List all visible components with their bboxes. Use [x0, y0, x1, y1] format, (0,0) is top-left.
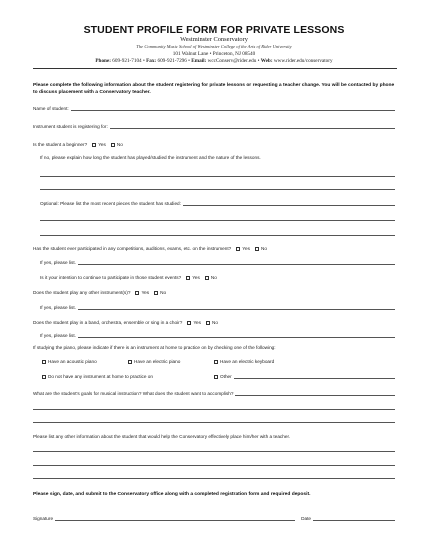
piano-other-field[interactable]: [234, 372, 395, 379]
band-list-label: If yes, please list.: [40, 333, 76, 338]
piano-electric-option[interactable]: Have an electric piano: [128, 359, 214, 364]
other-instruments-row: [33, 287, 395, 295]
competitions-yes-option[interactable]: Yes: [236, 246, 250, 251]
email-label: Email:: [191, 58, 207, 64]
signature-row: [33, 513, 395, 521]
beginner-label: Is the student a beginner?: [33, 142, 88, 147]
other-instruments-list-field[interactable]: [78, 303, 395, 310]
instrument-label: Instrument student is registering for:: [33, 124, 108, 129]
signature-label: Signature: [33, 516, 54, 521]
checkbox-icon[interactable]: [92, 143, 96, 147]
band-row: [33, 317, 395, 325]
piano-acoustic-option[interactable]: Have an acoustic piano: [42, 359, 128, 364]
pieces-line-2[interactable]: [40, 235, 395, 236]
instrument-field[interactable]: [110, 122, 395, 129]
competitions-label: Has the student ever participated in any competitions, auditions, exams, etc. on the instrument?: [33, 246, 232, 251]
continue-yes-option[interactable]: Yes: [186, 275, 200, 280]
pieces-field[interactable]: [183, 199, 395, 206]
name-label: Name of student:: [33, 106, 69, 111]
piano-other-option[interactable]: Other: [214, 372, 395, 379]
checkbox-icon[interactable]: [236, 247, 240, 251]
org-address: 101 Walnut Lane • Princeton, NJ 08540: [172, 51, 256, 57]
other-instruments-no-option[interactable]: No: [154, 290, 166, 295]
checkbox-icon[interactable]: [255, 247, 259, 251]
other-instruments-yes-option[interactable]: Yes: [135, 290, 149, 295]
other-info-row: [33, 431, 395, 439]
continue-no-option[interactable]: No: [205, 275, 217, 280]
checkbox-icon[interactable]: [135, 291, 139, 295]
piano-options-row-1: [42, 356, 395, 364]
competitions-list-label: If yes, please list.: [40, 260, 76, 265]
goals-row: [33, 388, 395, 396]
competitions-no-option[interactable]: No: [255, 246, 267, 251]
band-list-row: [40, 330, 395, 338]
other-instruments-list-row: [40, 302, 395, 310]
web-address: www.rider.edu/conservatory: [273, 58, 333, 64]
other-info-line-1[interactable]: [33, 451, 395, 452]
date-field[interactable]: [313, 514, 395, 521]
pieces-line-1[interactable]: [40, 220, 395, 221]
beginner-yes-option[interactable]: Yes: [92, 142, 106, 147]
explain-row: [40, 152, 395, 160]
goals-field[interactable]: [235, 389, 395, 396]
phone-number: 609-921-7104: [112, 58, 142, 64]
continue-label: Is it your intention to continue to participate in those student events?: [40, 275, 182, 280]
submit-instruction: Please sign, date, and submit to the Conservatory office along with a completed registration form and required deposit.: [33, 492, 311, 497]
phone-label: Phone:: [95, 58, 111, 64]
band-label: Does the student play in a band, orchestra, ensemble or sing in a choir?: [33, 320, 183, 325]
checkbox-icon[interactable]: [186, 276, 190, 280]
checkbox-icon[interactable]: [206, 321, 210, 325]
other-info-line-3[interactable]: [33, 478, 395, 479]
piano-none-option[interactable]: Do not have any instrument at home to practice on: [42, 374, 214, 379]
checkbox-icon[interactable]: [154, 291, 158, 295]
instrument-row: [33, 121, 395, 129]
explain-line-2[interactable]: [40, 189, 395, 190]
goals-line-1[interactable]: [33, 409, 395, 410]
checkbox-icon[interactable]: [111, 143, 115, 147]
web-label: Web:: [260, 58, 273, 64]
pieces-row: [40, 198, 395, 206]
band-no-option[interactable]: No: [206, 320, 218, 325]
org-name: Westminster Conservatory: [180, 36, 248, 43]
checkbox-icon[interactable]: [214, 375, 218, 379]
header-rule: [33, 68, 397, 69]
competitions-list-row: [40, 257, 395, 265]
explain-label: If no, please explain how long the student has played/studied the instrument and the nature of the lessons.: [40, 155, 261, 160]
competitions-row: [33, 243, 395, 251]
piano-label: If studying the piano, please indicate if there is an instrument at home to practice on by checking one of the following:: [33, 345, 276, 350]
band-yes-option[interactable]: Yes: [187, 320, 201, 325]
band-list-field[interactable]: [78, 331, 395, 338]
piano-options-row-2: [42, 371, 395, 379]
pieces-label: Optional: Please list the most recent pieces the student has studied:: [40, 201, 181, 206]
other-instruments-list-label: If yes, please list.: [40, 305, 76, 310]
goals-line-2[interactable]: [33, 422, 395, 423]
checkbox-icon[interactable]: [187, 321, 191, 325]
name-field[interactable]: [71, 104, 395, 111]
explain-line-1[interactable]: [40, 176, 395, 177]
fax-label: Fax:: [146, 58, 157, 64]
signature-field[interactable]: [55, 514, 295, 521]
checkbox-icon[interactable]: [42, 360, 46, 364]
checkbox-icon[interactable]: [205, 276, 209, 280]
competitions-list-field[interactable]: [78, 258, 395, 265]
name-row: [33, 103, 395, 111]
other-instruments-label: Does the student play any other instrument(s)?: [33, 290, 131, 295]
fax-number: 609-921-7296: [157, 58, 187, 64]
checkbox-icon[interactable]: [214, 360, 218, 364]
org-tagline: The Community Music School of Westminster College of the Arts of Rider University: [136, 44, 292, 49]
other-info-line-2[interactable]: [33, 465, 395, 466]
goals-label: What are the student's goals for musical instruction? What does the student want to accomplish?: [33, 391, 234, 396]
checkbox-icon[interactable]: [42, 375, 46, 379]
form-title: STUDENT PROFILE FORM FOR PRIVATE LESSONS: [83, 24, 345, 36]
piano-row: [33, 342, 395, 350]
email-address: wccConserv@rider.edu: [207, 58, 257, 64]
checkbox-icon[interactable]: [128, 360, 132, 364]
continue-row: [40, 272, 395, 280]
org-contact: Phone: 609-921-7104 • Fax: 609-921-7296 • Email: wccConserv@rider.edu • Web: www.rider.edu/conservatory: [95, 58, 333, 64]
piano-keyboard-option[interactable]: Have an electric keyboard: [214, 359, 274, 364]
beginner-no-option[interactable]: No: [111, 142, 123, 147]
beginner-row: [33, 139, 395, 147]
other-info-label: Please list any other information about the student that would help the Conservatory effectively place him/her with a teacher.: [33, 434, 291, 439]
intro-text: Please complete the following information about the student registering for private lessons or requesting a teacher change. You will be contacted by phone to discuss placement with a Conservatory teacher.: [33, 83, 395, 95]
date-label: Date: [301, 516, 311, 521]
